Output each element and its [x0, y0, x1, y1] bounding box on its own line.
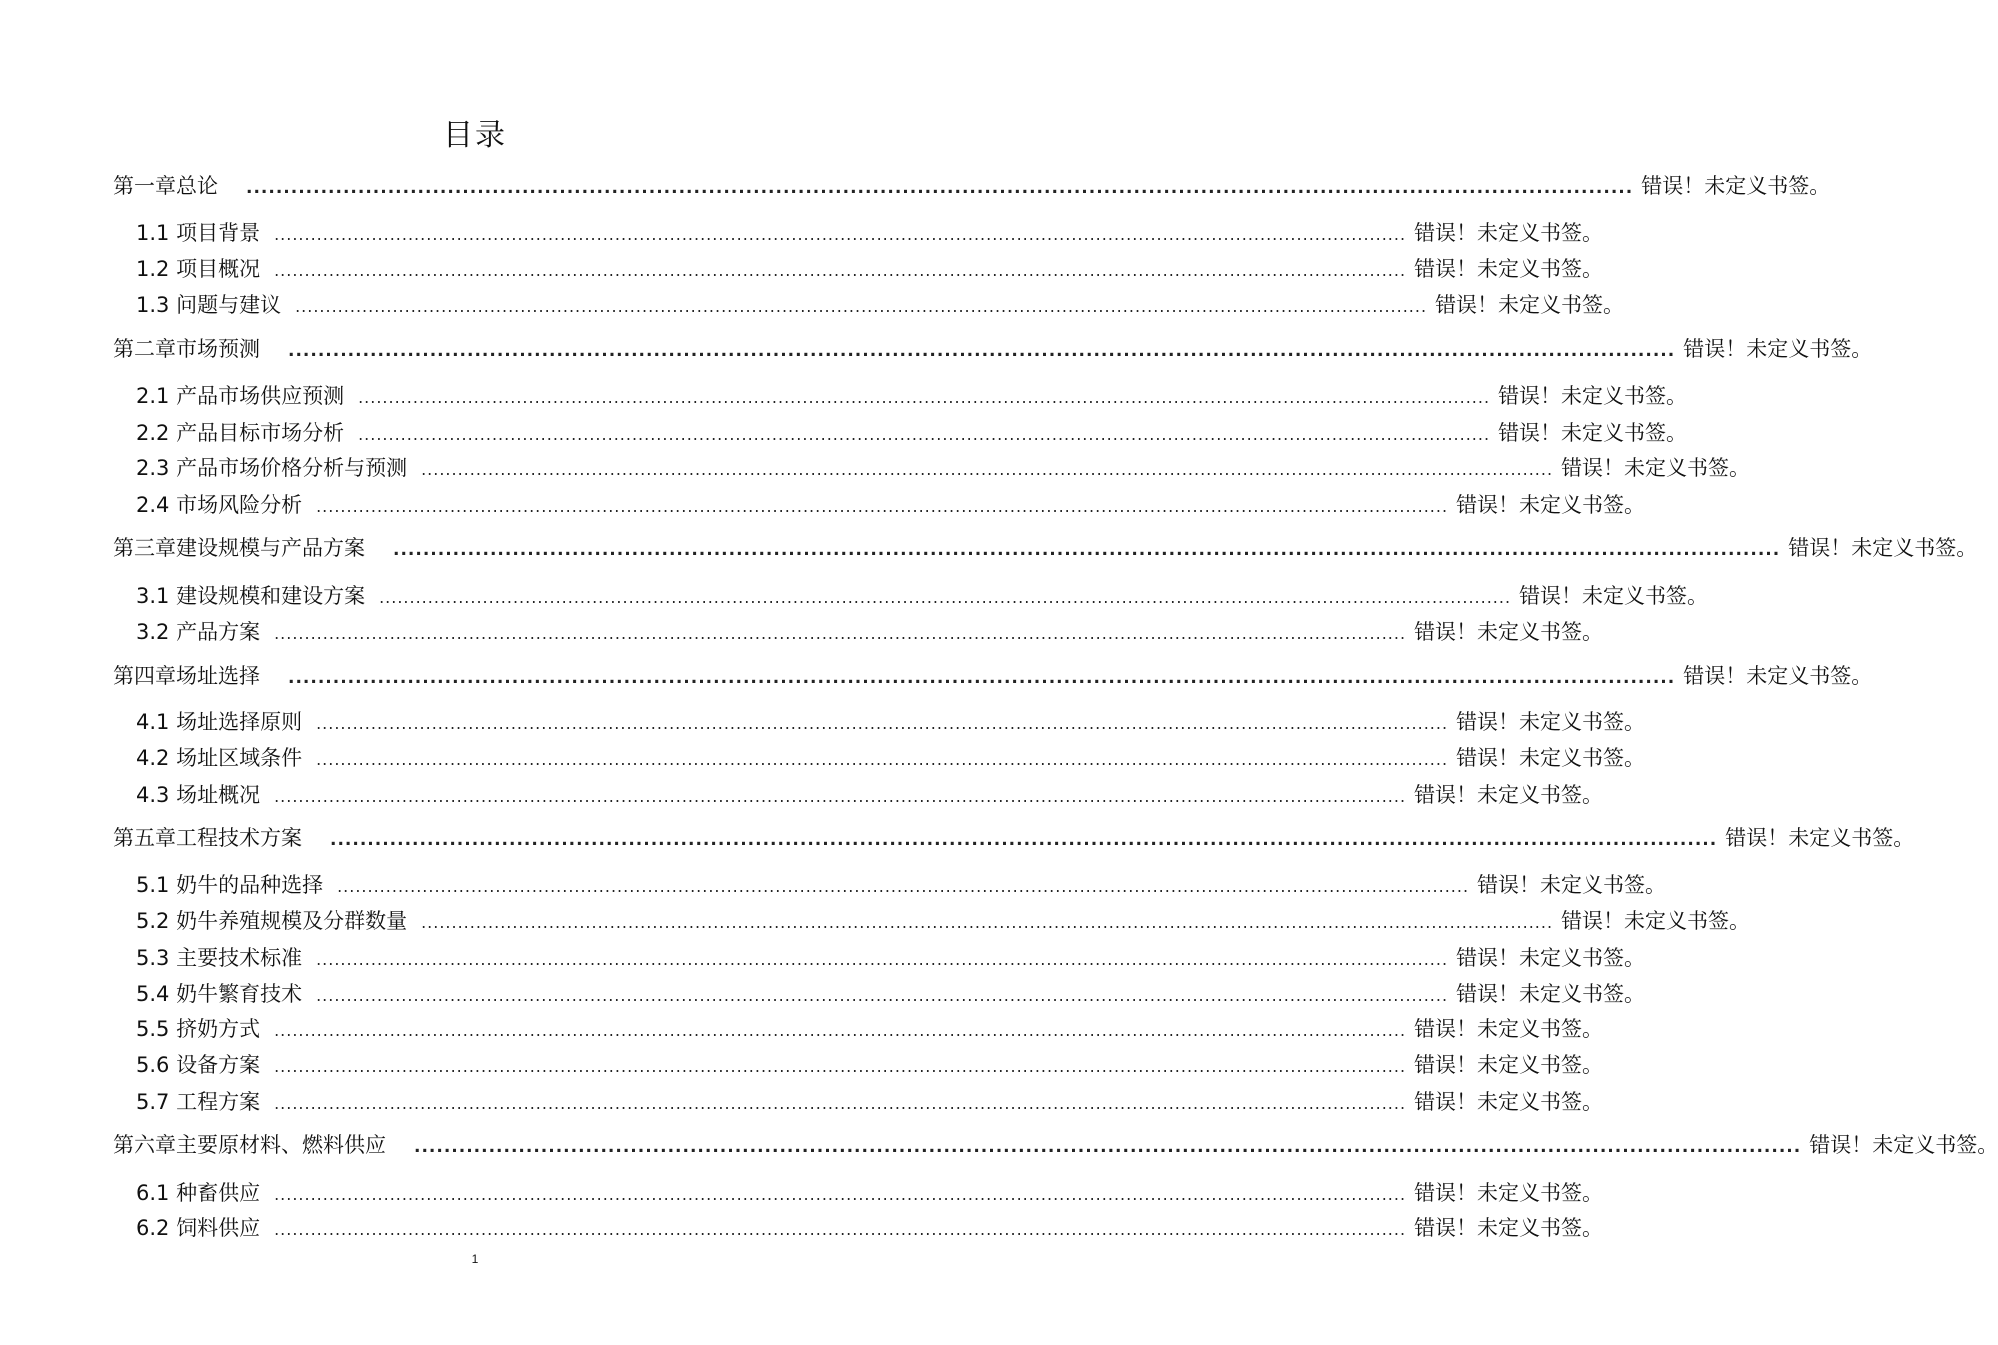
- toc-entry-page-ref: 错误！未定义书签。: [1414, 1090, 1604, 1114]
- toc-section-entry[interactable]: [136, 742, 1646, 772]
- toc-entry-label: 5.6 设备方案: [136, 1053, 261, 1077]
- toc-entry-label: 1.2 项目概况: [136, 257, 261, 281]
- toc-dot-leader: ..........................................................................................................................................................................................: [295, 297, 1428, 316]
- toc-entry-page-ref: 错误！未定义书签。: [1456, 982, 1646, 1006]
- toc-section-entry[interactable]: [136, 1049, 1604, 1079]
- toc-entry-label: 4.3 场址概况: [136, 783, 261, 807]
- toc-dot-leader: ..........................................................................................................................................................................................: [274, 1185, 1407, 1204]
- toc-dot-leader: ..........................................................................................................................................................................................: [316, 950, 1449, 969]
- toc-entry-label: 6.1 种畜供应: [136, 1181, 261, 1205]
- toc-entry-page-ref: 错误！未定义书签。: [1498, 421, 1688, 445]
- toc-dot-leader: ..........................................................................................................................................................................................: [358, 388, 1491, 407]
- toc-entry-page-ref: 错误！未定义书签。: [1456, 493, 1646, 517]
- toc-dot-leader: ..........................................................................................................................................................................................: [316, 986, 1449, 1005]
- toc-entry-page-ref: 错误！未定义书签。: [1519, 584, 1709, 608]
- toc-entry-label: 6.2 饲料供应: [136, 1216, 261, 1240]
- toc-entry-page-ref: 错误！未定义书签。: [1809, 1133, 1998, 1157]
- toc-entry-label: 5.1 奶牛的品种选择: [136, 873, 324, 897]
- toc-dot-leader: ..........................................................................................................................................................................................: [414, 1137, 1802, 1157]
- toc-entry-label: 第四章场址选择: [113, 664, 260, 688]
- toc-section-entry[interactable]: [136, 978, 1646, 1008]
- toc-chapter-entry[interactable]: [113, 333, 1873, 363]
- toc-entry-page-ref: 错误！未定义书签。: [1435, 293, 1625, 317]
- toc-entry-label: 第六章主要原材料、燃料供应: [113, 1133, 386, 1157]
- toc-entry-page-ref: 错误！未定义书签。: [1498, 384, 1688, 408]
- toc-entry-label: 5.3 主要技术标准: [136, 946, 303, 970]
- toc-chapter-entry[interactable]: [113, 1129, 1998, 1159]
- toc-entry-page-ref: 错误！未定义书签。: [1414, 1181, 1604, 1205]
- toc-section-entry[interactable]: [136, 580, 1709, 610]
- toc-entry-page-ref: 错误！未定义书签。: [1561, 456, 1751, 480]
- page-number: 1: [471, 1252, 479, 1266]
- toc-entry-page-ref: 错误！未定义书签。: [1456, 946, 1646, 970]
- toc-entry-page-ref: 错误！未定义书签。: [1477, 873, 1667, 897]
- toc-section-entry[interactable]: [136, 217, 1604, 247]
- toc-entry-page-ref: 错误！未定义书签。: [1683, 664, 1873, 688]
- toc-entry-label: 5.5 挤奶方式: [136, 1017, 261, 1041]
- toc-entry-page-ref: 错误！未定义书签。: [1414, 1053, 1604, 1077]
- toc-section-entry[interactable]: [136, 289, 1625, 319]
- toc-entry-label: 2.1 产品市场供应预测: [136, 384, 345, 408]
- toc-chapter-entry[interactable]: [113, 532, 1978, 562]
- toc-entry-label: 2.2 产品目标市场分析: [136, 421, 345, 445]
- toc-entry-label: 4.2 场址区域条件: [136, 746, 303, 770]
- toc-dot-leader: ..........................................................................................................................................................................................: [274, 1094, 1407, 1113]
- toc-entry-label: 第一章总论: [113, 174, 218, 198]
- toc-dot-leader: ..........................................................................................................................................................................................: [274, 1220, 1407, 1239]
- toc-dot-leader: ..........................................................................................................................................................................................: [379, 588, 1512, 607]
- toc-dot-leader: ..........................................................................................................................................................................................: [316, 497, 1449, 516]
- toc-entry-label: 3.2 产品方案: [136, 620, 261, 644]
- toc-entry-page-ref: 错误！未定义书签。: [1414, 221, 1604, 245]
- toc-section-entry[interactable]: [136, 706, 1646, 736]
- toc-dot-leader: ..........................................................................................................................................................................................: [421, 460, 1554, 479]
- toc-entry-page-ref: 错误！未定义书签。: [1414, 1216, 1604, 1240]
- toc-entry-label: 2.4 市场风险分析: [136, 493, 303, 517]
- toc-dot-leader: ..........................................................................................................................................................................................: [274, 624, 1407, 643]
- toc-section-entry[interactable]: [136, 1013, 1604, 1043]
- toc-dot-leader: ..........................................................................................................................................................................................: [337, 877, 1470, 896]
- toc-entry-label: 1.1 项目背景: [136, 221, 261, 245]
- toc-entry-label: 第二章市场预测: [113, 337, 260, 361]
- toc-section-entry[interactable]: [136, 1212, 1604, 1242]
- toc-entry-label: 5.2 奶牛养殖规模及分群数量: [136, 909, 408, 933]
- toc-entry-page-ref: 错误！未定义书签。: [1561, 909, 1751, 933]
- toc-dot-leader: ..........................................................................................................................................................................................: [246, 178, 1634, 198]
- toc-title: 目录: [443, 118, 507, 153]
- toc-dot-leader: ..........................................................................................................................................................................................: [274, 261, 1407, 280]
- toc-dot-leader: ..........................................................................................................................................................................................: [288, 668, 1676, 688]
- toc-entry-page-ref: 错误！未定义书签。: [1788, 536, 1978, 560]
- toc-dot-leader: ..........................................................................................................................................................................................: [274, 225, 1407, 244]
- toc-chapter-entry[interactable]: [113, 170, 1831, 200]
- toc-entry-page-ref: 错误！未定义书签。: [1414, 1017, 1604, 1041]
- toc-entry-page-ref: 错误！未定义书签。: [1641, 174, 1831, 198]
- toc-dot-leader: ..........................................................................................................................................................................................: [421, 913, 1554, 932]
- toc-section-entry[interactable]: [136, 380, 1688, 410]
- toc-section-entry[interactable]: [136, 417, 1688, 447]
- toc-entry-page-ref: 错误！未定义书签。: [1456, 710, 1646, 734]
- toc-chapter-entry[interactable]: [113, 660, 1873, 690]
- toc-entry-page-ref: 错误！未定义书签。: [1456, 746, 1646, 770]
- toc-dot-leader: ..........................................................................................................................................................................................: [316, 714, 1449, 733]
- toc-entry-label: 5.7 工程方案: [136, 1090, 261, 1114]
- toc-entry-label: 第三章建设规模与产品方案: [113, 536, 365, 560]
- toc-section-entry[interactable]: [136, 253, 1604, 283]
- toc-section-entry[interactable]: [136, 905, 1751, 935]
- toc-entry-label: 2.3 产品市场价格分析与预测: [136, 456, 408, 480]
- toc-entry-page-ref: 错误！未定义书签。: [1683, 337, 1873, 361]
- toc-section-entry[interactable]: [136, 869, 1667, 899]
- toc-dot-leader: ..........................................................................................................................................................................................: [316, 750, 1449, 769]
- toc-dot-leader: ..........................................................................................................................................................................................: [274, 1021, 1407, 1040]
- toc-chapter-entry[interactable]: [113, 822, 1915, 852]
- toc-section-entry[interactable]: [136, 1086, 1604, 1116]
- toc-entry-label: 5.4 奶牛繁育技术: [136, 982, 303, 1006]
- toc-section-entry[interactable]: [136, 489, 1646, 519]
- toc-dot-leader: ..........................................................................................................................................................................................: [393, 540, 1781, 560]
- toc-dot-leader: ..........................................................................................................................................................................................: [274, 787, 1407, 806]
- toc-section-entry[interactable]: [136, 779, 1604, 809]
- toc-section-entry[interactable]: [136, 616, 1604, 646]
- toc-section-entry[interactable]: [136, 452, 1751, 482]
- toc-dot-leader: ..........................................................................................................................................................................................: [358, 425, 1491, 444]
- toc-entry-page-ref: 错误！未定义书签。: [1414, 783, 1604, 807]
- toc-entry-label: 1.3 问题与建议: [136, 293, 282, 317]
- toc-entry-page-ref: 错误！未定义书签。: [1414, 257, 1604, 281]
- toc-entry-label: 第五章工程技术方案: [113, 826, 302, 850]
- toc-section-entry[interactable]: [136, 942, 1646, 972]
- toc-entry-page-ref: 错误！未定义书签。: [1725, 826, 1915, 850]
- toc-entry-label: 3.1 建设规模和建设方案: [136, 584, 366, 608]
- toc-dot-leader: ..........................................................................................................................................................................................: [274, 1057, 1407, 1076]
- toc-dot-leader: ..........................................................................................................................................................................................: [330, 830, 1718, 850]
- toc-section-entry[interactable]: [136, 1177, 1604, 1207]
- toc-entry-label: 4.1 场址选择原则: [136, 710, 303, 734]
- toc-dot-leader: ..........................................................................................................................................................................................: [288, 341, 1676, 361]
- toc-entry-page-ref: 错误！未定义书签。: [1414, 620, 1604, 644]
